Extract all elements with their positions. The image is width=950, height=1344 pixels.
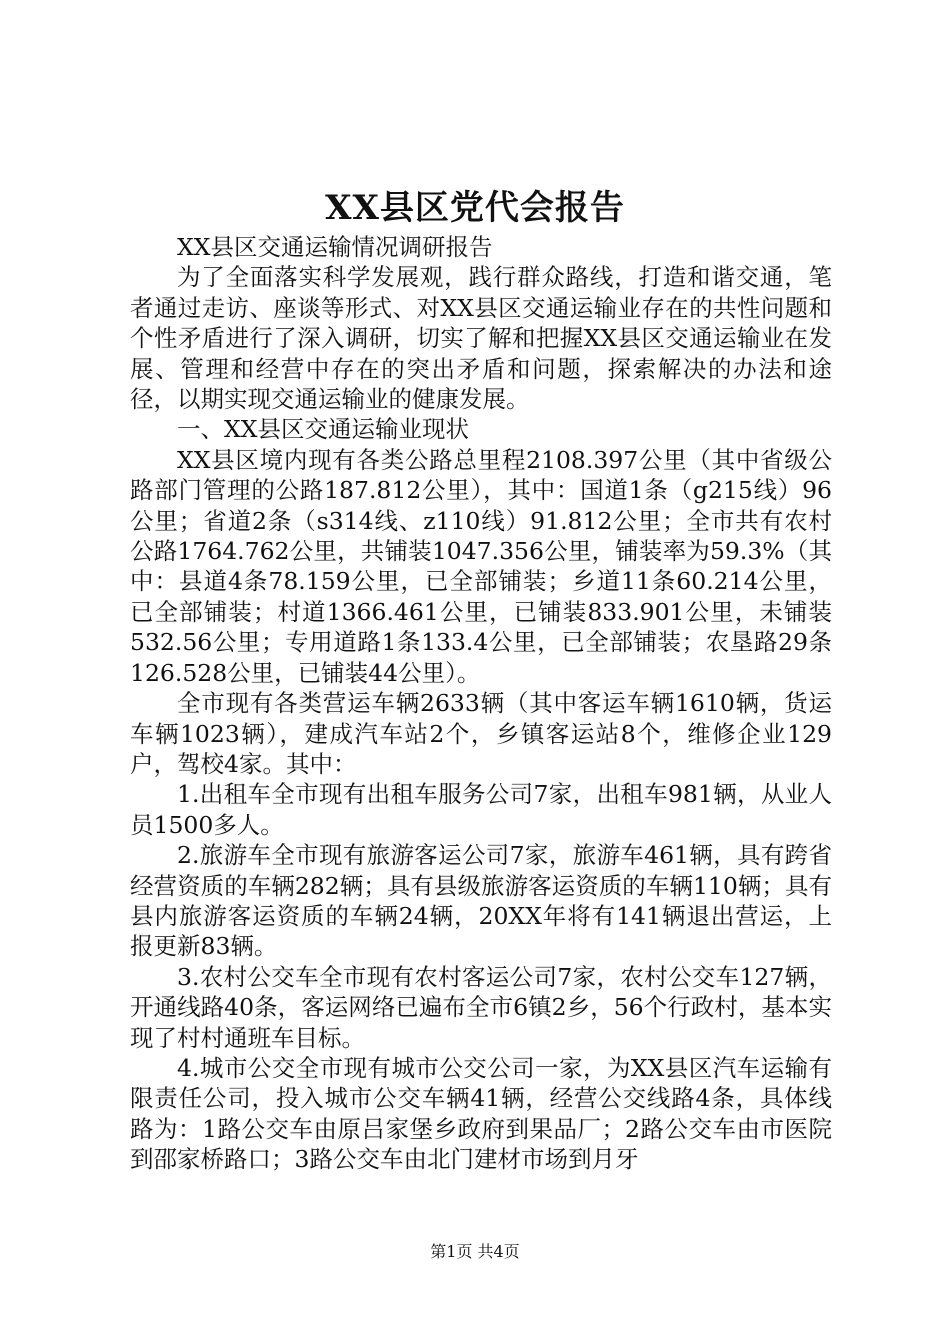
page-number-footer: 第1页 共4页 <box>430 1242 520 1261</box>
paragraph-subtitle: XX县区交通运输情况调研报告 <box>177 233 493 261</box>
paragraph-tour-bus: 2.旅游车全市现有旅游客运公司7家，旅游车461辆，具有跨省经营资质的车辆282辆；具有县级旅游客运资质的车辆110辆；具有县内旅游客运资质的车辆24辆，20XX年将有141辆退出营运，上报更新83辆。 <box>130 841 832 961</box>
document-title: XX县区党代会报告 <box>325 188 625 228</box>
paragraph-road-mileage: XX县区境内现有各类公路总里程2108.397公里（其中省级公路部门管理的公路187.812公里），其中：国道1条（g215线）96公里；省道2条（s314线、z110线）91.812公里；全市共有农村公路1764.762公里，共铺装1047.356公里，铺装率为59.3%（其中：县道4条78.159公里，已全部铺装；乡道11条60.214公里，已全部铺装；村道1366.461公里，已铺装833.901公里，未铺装532.56公里；专用道路1条133.4公里，已全部铺装；农垦路29条126.528公里，已铺装44公里）。 <box>130 445 832 687</box>
paragraph-vehicles: 全市现有各类营运车辆2633辆（其中客运车辆1610辆，货运车辆1023辆），建成汽车站2个，乡镇客运站8个，维修企业129户，驾校4家。其中： <box>130 689 832 778</box>
document-body <box>130 232 832 1175</box>
paragraph-city-bus: 4.城市公交全市现有城市公交公司一家，为XX县区汽车运输有限责任公司，投入城市公交车辆41辆，经营公交线路4条，具体线路为：1路公交车由原吕家堡乡政府到果品厂；2路公交车由市医院到邵家桥路口；3路公交车由北门建材市场到月牙 <box>130 1053 832 1174</box>
section-heading-status: 一、XX县区交通运输业现状 <box>177 415 469 444</box>
paragraph-taxi: 1.出租车全市现有出租车服务公司7家，出租车981辆，从业人员1500多人。 <box>130 780 832 839</box>
paragraph-intro: 为了全面落实科学发展观，践行群众路线，打造和谐交通，笔者通过走访、座谈等形式、对XX县区交通运输业存在的共性问题和个性矛盾进行了深入调研，切实了解和把握XX县区交通运输业在发展、管理和经营中存在的突出矛盾和问题，探索解决的办法和途径，以期实现交通运输业的健康发展。 <box>130 263 832 414</box>
paragraph-rural-bus: 3.农村公交车全市现有农村客运公司7家，农村公交车127辆，开通线路40条，客运网络已遍布全市6镇2乡，56个行政村，基本实现了村村通班车目标。 <box>130 962 832 1052</box>
